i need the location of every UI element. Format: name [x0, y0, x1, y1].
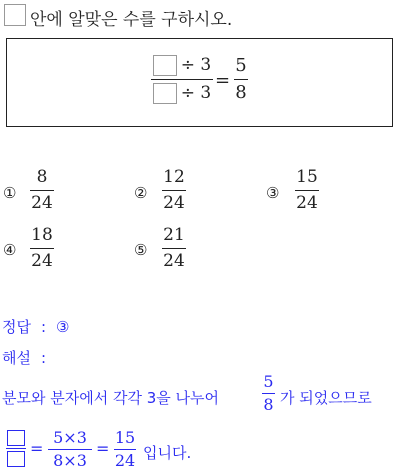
solution-equals-2: =: [96, 439, 110, 458]
solution-line2-tail: 입니다.: [143, 444, 192, 462]
solution-blank-fraction: [6, 430, 26, 467]
explanation-header: [2, 347, 46, 368]
line1-frac-numerator: 5: [263, 372, 274, 391]
solution-mid-fraction: [48, 430, 92, 469]
choice-5-denominator: 24: [163, 251, 185, 271]
expression-left-fraction: [151, 55, 213, 104]
choice-1-marker[interactable]: ①: [3, 184, 17, 202]
expression-equals: =: [215, 70, 231, 91]
choice-4-numerator: 18: [31, 225, 53, 245]
result-denominator: 8: [235, 82, 247, 103]
choice-3-denominator: 24: [296, 193, 318, 213]
result-numerator: 5: [235, 55, 247, 76]
answer-line: [2, 316, 70, 337]
choice-2-marker[interactable]: ②: [134, 184, 148, 202]
choice-2-numerator: 12: [163, 167, 185, 187]
choice-4-fraction[interactable]: [30, 227, 54, 270]
solution-equals-1: =: [30, 439, 44, 458]
choice-1-numerator: 8: [36, 167, 48, 187]
answer-blank-box: [4, 4, 26, 26]
choice-5-numerator: 21: [163, 225, 185, 245]
choice-4-denominator: 24: [31, 251, 53, 271]
answer-value: ③: [56, 317, 70, 336]
choice-2-denominator: 24: [163, 193, 185, 213]
solution-result-fraction: [114, 430, 136, 469]
choice-5-marker[interactable]: ⑤: [134, 241, 148, 259]
solution-numerator-blank: [7, 430, 25, 446]
answer-colon: :: [40, 317, 47, 336]
mid-frac-denominator: 8×3: [53, 451, 87, 470]
solution-denominator-blank: [7, 451, 25, 467]
choice-2-fraction[interactable]: [162, 169, 186, 212]
denominator-blank: [153, 83, 177, 104]
denominator-operation: ÷ 3: [180, 83, 212, 103]
mid-frac-numerator: 5×3: [53, 428, 87, 447]
res-frac-denominator: 24: [114, 451, 136, 470]
numerator-blank: [153, 55, 177, 76]
explanation-line1-fraction: [262, 374, 275, 413]
choice-3-marker[interactable]: ③: [266, 184, 280, 202]
answer-label: 정답: [2, 318, 31, 336]
choice-1-fraction[interactable]: [30, 169, 54, 212]
question-text: 안에 알맞은 수를 구하시오.: [30, 10, 233, 30]
expression-result-fraction: [234, 57, 248, 102]
res-frac-numerator: 15: [114, 428, 136, 447]
choice-4-marker[interactable]: ④: [3, 241, 17, 259]
explanation-colon: :: [40, 348, 47, 367]
line1-frac-denominator: 8: [263, 395, 274, 414]
numerator-operation: ÷ 3: [180, 55, 212, 75]
explanation-label: 해설: [2, 349, 31, 367]
choice-5-fraction[interactable]: [162, 227, 186, 270]
explanation-line1-tail: 가 되었으므로: [280, 389, 372, 407]
choice-3-numerator: 15: [296, 167, 318, 187]
explanation-line1-text: 분모와 분자에서 각각 3을 나누어: [2, 389, 219, 407]
choice-3-fraction[interactable]: [295, 169, 319, 212]
choice-1-denominator: 24: [31, 193, 53, 213]
